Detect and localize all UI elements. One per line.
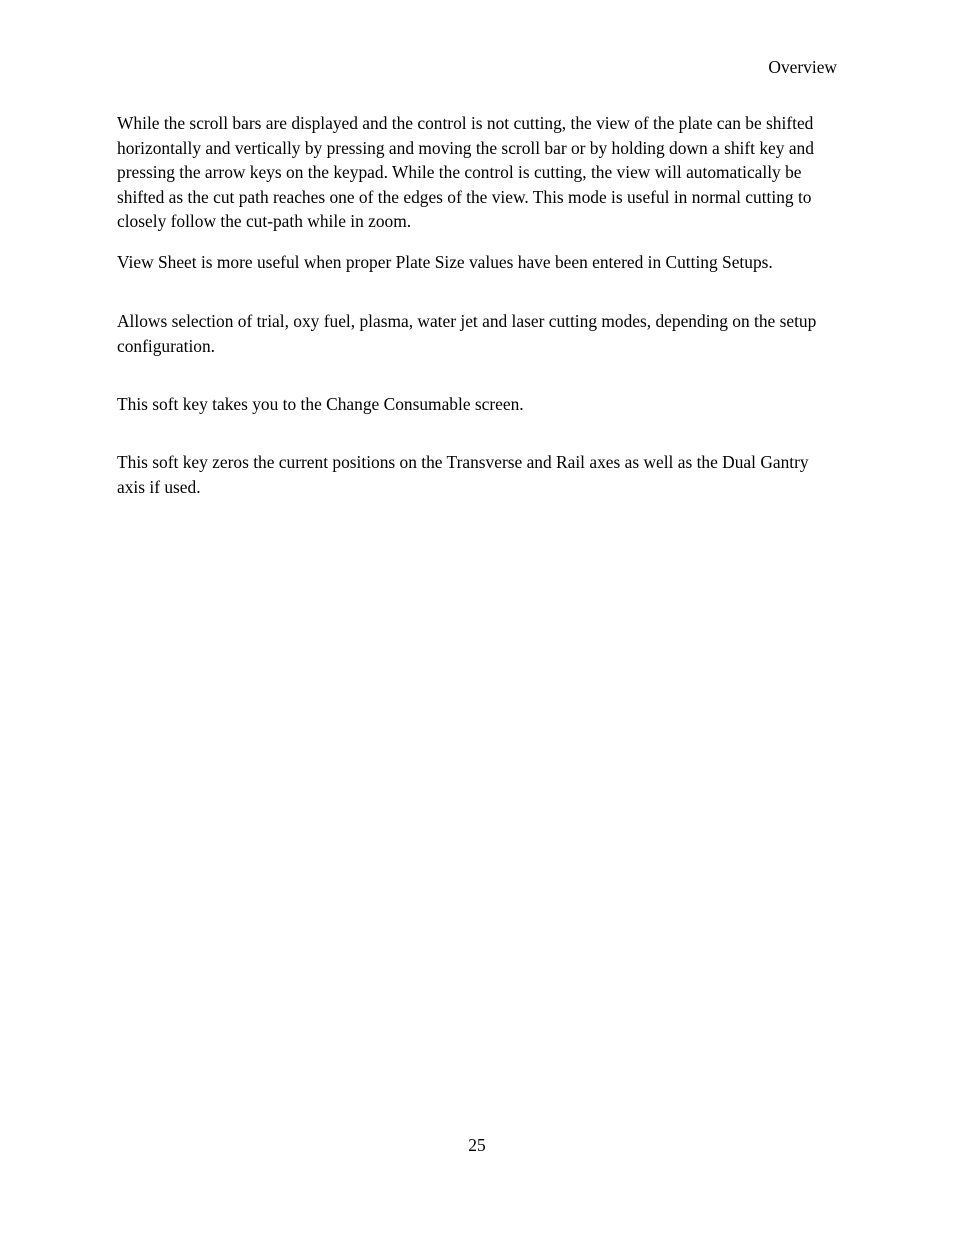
paragraph-view-sheet: View Sheet is more useful when proper Plate Size values have been entered in Cutting Setups. (117, 252, 773, 272)
page-header-section-title: Overview (768, 57, 837, 77)
paragraph-zero-positions: This soft key zeros the current positions on the Transverse and Rail axes as well as the Dual Gantry axis if used. (117, 452, 809, 497)
page-number: 25 (468, 1135, 486, 1155)
paragraph-cutting-modes: Allows selection of trial, oxy fuel, plasma, water jet and laser cutting modes, depending on the setup configuration. (117, 311, 817, 356)
paragraph-scroll-bars: While the scroll bars are displayed and the control is not cutting, the view of the plate can be shifted horizontally and vertically by pressing and moving the scroll bar or by holding down a shift key and pressing the arrow keys on the keypad. While the control is cutting, the view will automatically be shifted as the cut path reaches one of the edges of the view. This mode is useful in normal cutting to closely follow the cut-path while in zoom. (117, 113, 814, 231)
paragraph-change-consumable: This soft key takes you to the Change Consumable screen. (117, 394, 524, 414)
